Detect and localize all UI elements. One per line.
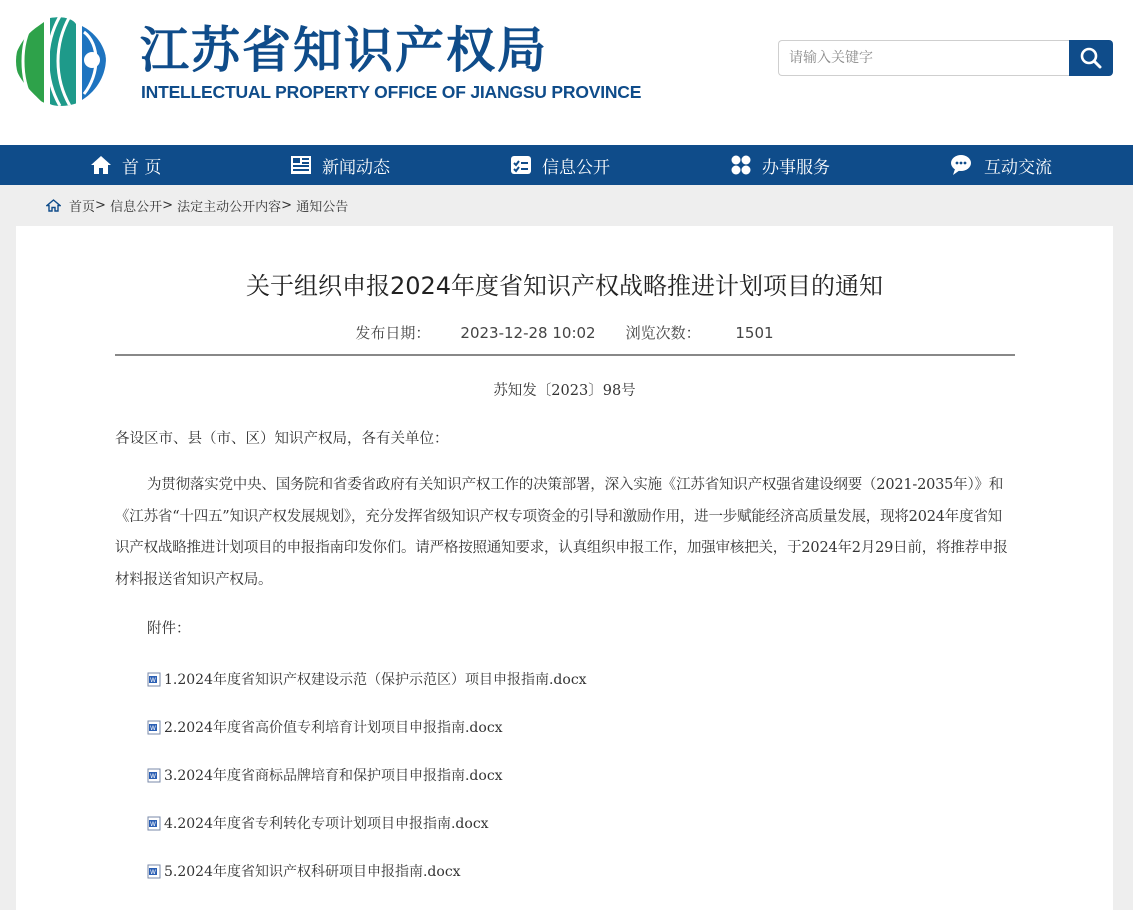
publish-date-value: 2023-12-28 10:02 [460,324,596,342]
main-nav [0,145,1133,185]
word-doc-icon [146,671,162,687]
nav-item-home[interactable] [90,145,161,185]
publish-date [355,324,595,342]
attachment-name: 1.2024年度省知识产权建设示范（保护示范区）项目申报指南.docx [164,672,587,688]
svg-text:W: W [150,773,156,780]
nav-item-label: 办事服务 [762,157,830,178]
breadcrumb-separator: > [95,197,106,213]
chat-icon [950,154,974,176]
breadcrumb-info-disclosure[interactable]: 信息公开 [110,199,163,215]
svg-text:W: W [150,677,156,684]
nav-item-label: 信息公开 [542,157,610,178]
attachment-link-5[interactable] [146,859,461,883]
breadcrumb-separator: > [162,197,173,213]
article-meta [16,322,1113,343]
breadcrumb-notices[interactable]: 通知公告 [296,199,349,215]
svg-text:W: W [150,869,156,876]
views-value: 1501 [735,324,774,342]
nav-item-info-disclosure[interactable] [510,145,610,185]
attachments-label: 附件： [147,621,191,637]
svg-text:W: W [150,725,156,732]
attachment-name: 4.2024年度省专利转化专项计划项目申报指南.docx [164,816,489,832]
site-title-en: INTELLECTUAL PROPERTY OFFICE OF JIANGSU PROVINCE [141,82,642,102]
breadcrumb-statutory-content[interactable]: 法定主动公开内容 [177,199,282,215]
home-icon [90,155,112,175]
nav-item-label: 新闻动态 [322,157,390,178]
nav-item-interaction[interactable] [950,145,1052,185]
publish-label: 发布日期： [355,324,431,342]
attachment-link-4[interactable] [146,811,489,835]
attachment-name: 2.2024年度省高价值专利培育计划项目申报指南.docx [164,720,503,736]
attachment-link-3[interactable] [146,763,503,787]
grid-icon [730,154,752,176]
title-divider [115,354,1015,356]
svg-text:W: W [150,821,156,828]
views-label: 浏览次数： [625,324,701,342]
view-count [626,324,774,342]
search-button[interactable] [1069,40,1113,76]
search-input[interactable] [778,40,1070,76]
word-doc-icon [146,863,162,879]
nav-item-services[interactable] [730,145,830,185]
home-icon [46,199,61,212]
breadcrumb [46,185,348,225]
article-body: 为贯彻落实党中央、国务院和省委省政府有关知识产权工作的决策部署，深入实施《江苏省知识产权强省建设纲要（2021-2035年）》和《江苏省“十四五”知识产权发展规划》，充分发挥省级知识产权专项资金的引导和激励作用，进一步赋能经济高质量发展，现将2024年度省知识产权战略推进计划项目的申报指南印发你们。请严格按照通知要求，认真组织申报工作，加强审核把关，于2024年2月29日前，将推荐申报材料报送省知识产权局。 [115,477,1008,588]
nav-item-label: 互动交流 [984,157,1052,178]
search-icon [1080,47,1102,69]
nav-item-news[interactable] [290,145,390,185]
jiangsu-ipo-logo-icon[interactable] [14,14,108,108]
newspaper-icon [290,155,312,175]
salutation: 各设区市、县（市、区）知识产权局，各有关单位： [115,431,449,447]
article-card [16,226,1113,910]
breadcrumb-home[interactable]: 首页 [69,199,96,215]
site-title-cn: 江苏省知识产权局 [140,22,549,79]
nav-item-label: 首 页 [122,157,162,178]
article-title: 关于组织申报2024年度省知识产权战略推进计划项目的通知 [245,272,884,300]
site-header [0,0,1133,145]
attachment-name: 3.2024年度省商标品牌培育和保护项目申报指南.docx [164,768,503,784]
document-number: 苏知发〔2023〕98号 [493,383,636,399]
attachment-link-2[interactable] [146,715,503,739]
word-doc-icon [146,719,162,735]
checklist-icon [510,155,532,175]
word-doc-icon [146,815,162,831]
breadcrumb-separator: > [281,197,293,213]
attachment-link-1[interactable] [146,667,587,691]
attachment-name: 5.2024年度省知识产权科研项目申报指南.docx [164,864,461,880]
word-doc-icon [146,767,162,783]
